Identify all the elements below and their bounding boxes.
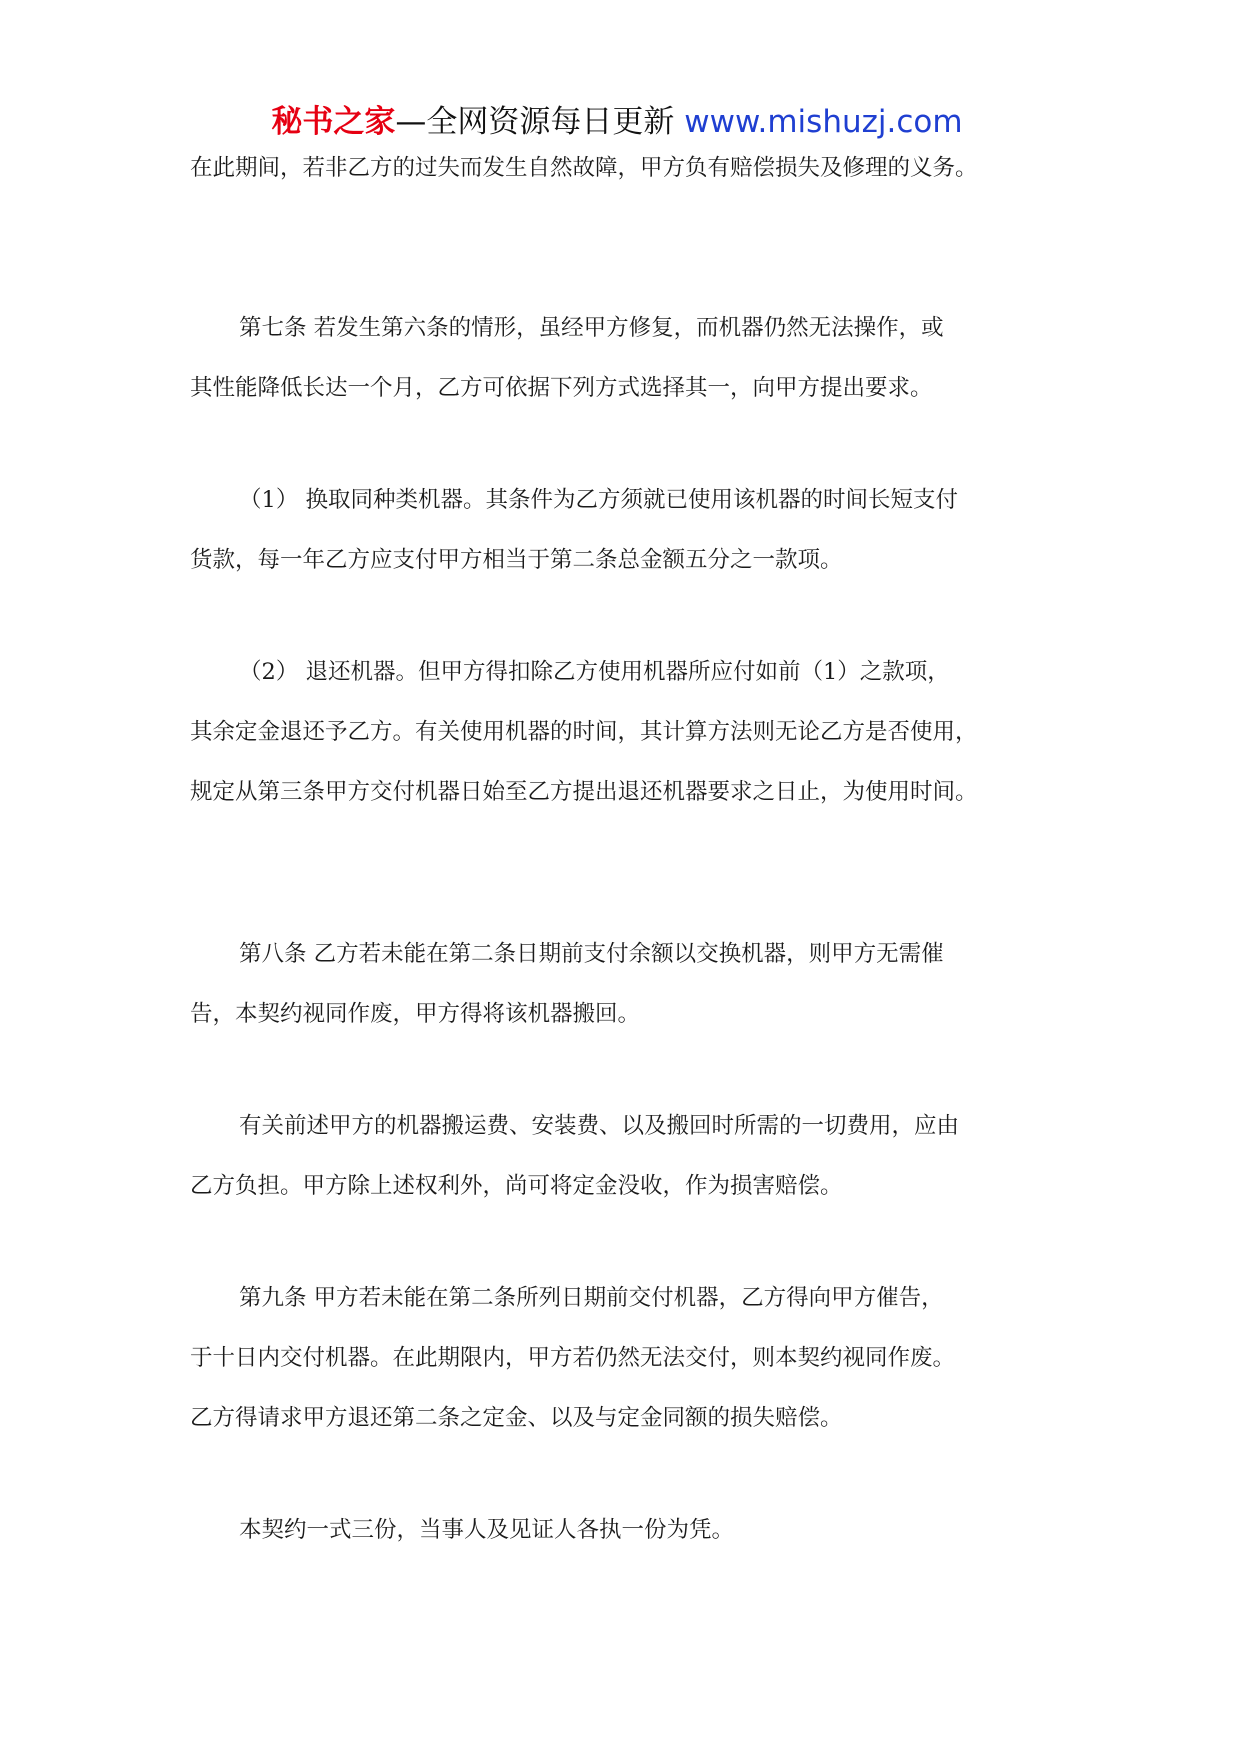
header-slogan: —全网资源每日更新 xyxy=(395,104,675,140)
list-item-2-line: （2） 退还机器。但甲方得扣除乙方使用机器所应付如前（1）之款项， xyxy=(239,659,950,685)
header-url[interactable]: www.mishuzj.com xyxy=(684,104,963,140)
text-line: 在此期间，若非乙方的过失而发生自然故障，甲方负有赔偿损失及修理的义务。 xyxy=(190,155,978,181)
paragraph-line: 有关前述甲方的机器搬运费、安装费、以及搬回时所需的一切费用，应由 xyxy=(239,1113,960,1139)
closing-line: 本契约一式三份，当事人及见证人各执一份为凭。 xyxy=(239,1517,735,1543)
site-header xyxy=(0,100,1234,144)
text-line: 其性能降低长达一个月，乙方可依据下列方式选择其一，向甲方提出要求。 xyxy=(190,375,933,401)
text-line: 规定从第三条甲方交付机器日始至乙方提出退还机器要求之日止，为使用时间。 xyxy=(190,779,978,805)
article-8-heading-line: 第八条 乙方若未能在第二条日期前支付余额以交换机器，则甲方无需催 xyxy=(239,941,944,967)
article-9-heading-line: 第九条 甲方若未能在第二条所列日期前交付机器，乙方得向甲方催告， xyxy=(239,1285,944,1311)
text-line: 货款，每一年乙方应支付甲方相当于第二条总金额五分之一款项。 xyxy=(190,547,843,573)
list-item-1-line: （1） 换取同种类机器。其条件为乙方须就已使用该机器的时间长短支付 xyxy=(239,487,958,513)
header-brand: 秘书之家 xyxy=(271,104,396,140)
text-line: 于十日内交付机器。在此期限内，甲方若仍然无法交付，则本契约视同作废。 xyxy=(190,1345,956,1371)
text-line: 乙方得请求甲方退还第二条之定金、以及与定金同额的损失赔偿。 xyxy=(190,1405,843,1431)
text-line: 告，本契约视同作废，甲方得将该机器搬回。 xyxy=(190,1001,641,1027)
article-7-heading-line: 第七条 若发生第六条的情形，虽经甲方修复，而机器仍然无法操作，或 xyxy=(239,315,944,341)
text-line: 其余定金退还予乙方。有关使用机器的时间，其计算方法则无论乙方是否使用， xyxy=(190,719,978,745)
text-line: 乙方负担。甲方除上述权利外，尚可将定金没收，作为损害赔偿。 xyxy=(190,1173,843,1199)
